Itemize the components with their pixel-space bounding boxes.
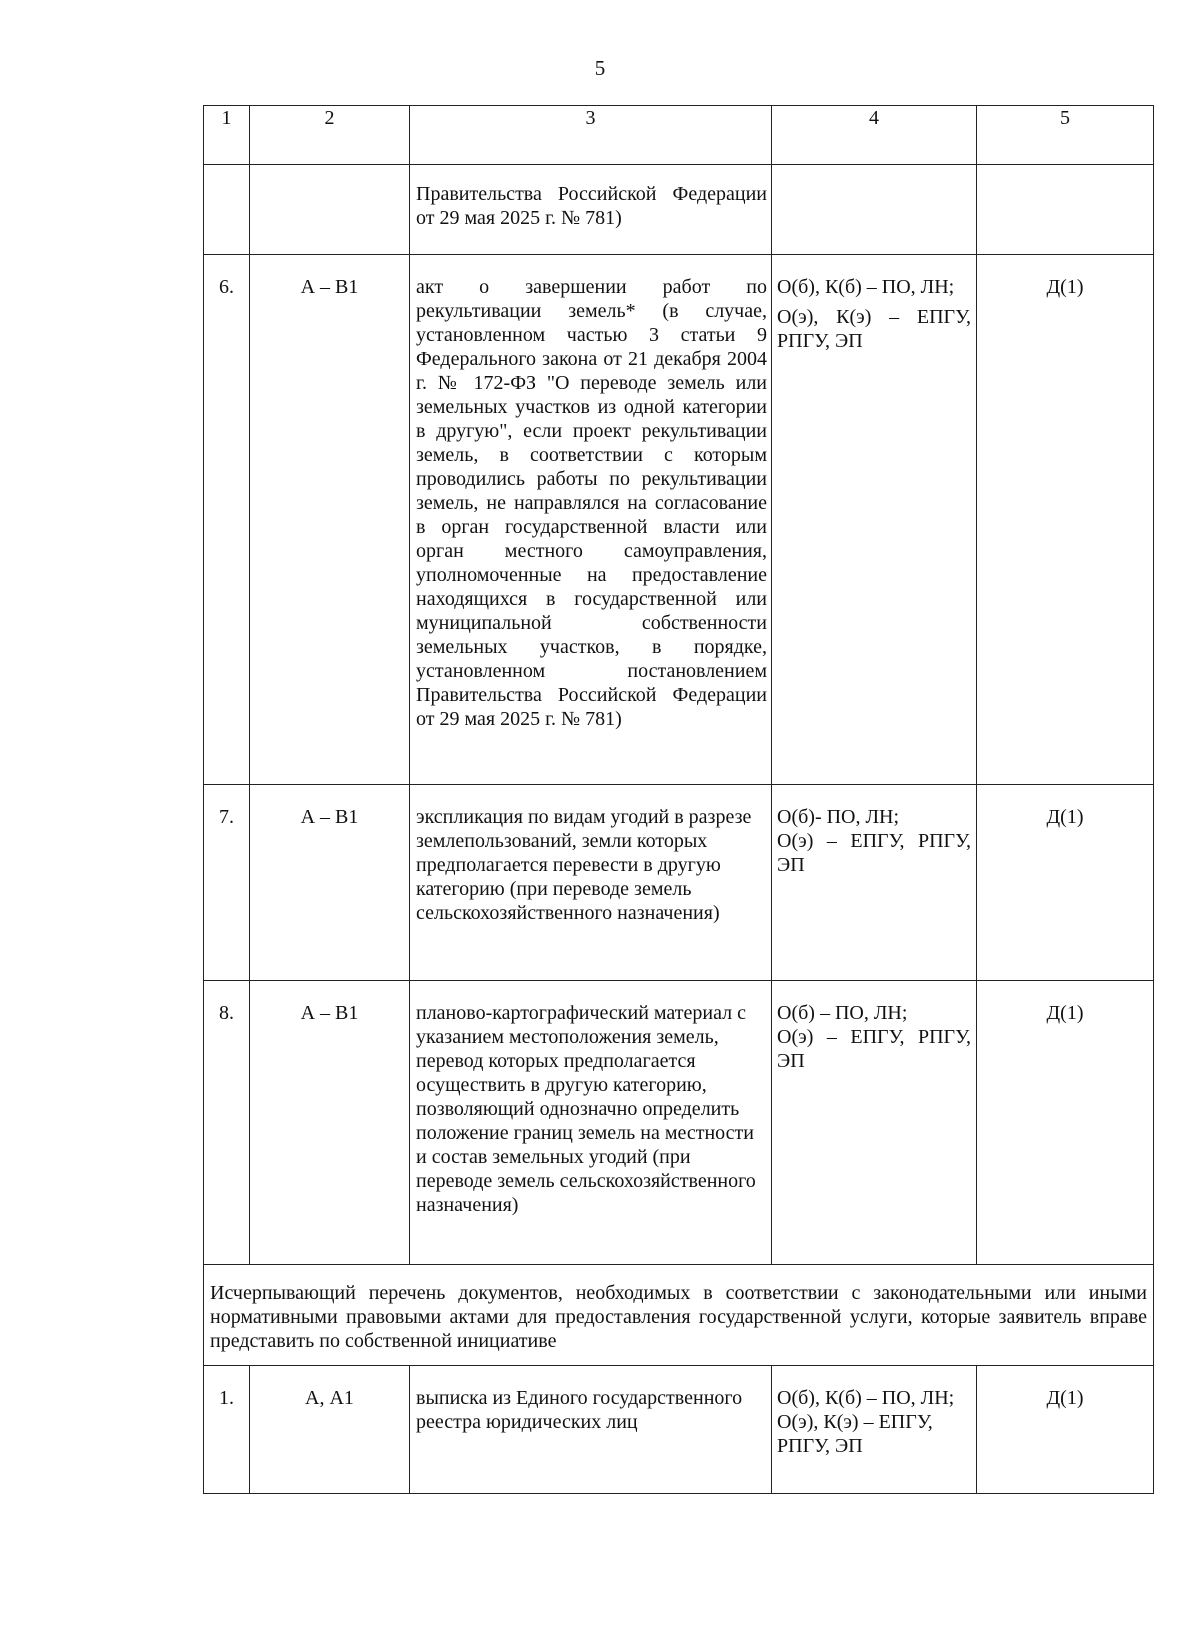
submission-electronic: О(э), К(э) – ЕПГУ, РПГУ, ЭП xyxy=(777,306,971,352)
applicant-cell xyxy=(250,165,410,255)
row-number-cell: 1. xyxy=(204,1366,250,1494)
table-row-continuation xyxy=(204,165,1154,255)
table-row xyxy=(204,785,1154,981)
document-cell: экспликация по видам угодий в разрезе землепользований, земли которых предполагается перевести в другую категорию (при переводе земель сельскохозяйственного назначения) xyxy=(410,785,772,981)
table-header-row xyxy=(204,106,1154,165)
submission-cell xyxy=(772,1366,977,1494)
header-cell-2: 2 xyxy=(250,106,410,165)
row-number-cell: 7. xyxy=(204,785,250,981)
table-row xyxy=(204,255,1154,785)
submission-paper: О(б)- ПО, ЛН; xyxy=(777,806,900,828)
submission-electronic: О(э), К(э) – ЕПГУ, РПГУ, ЭП xyxy=(777,1411,933,1457)
document-type-cell: Д(1) xyxy=(977,785,1154,981)
submission-cell xyxy=(772,981,977,1265)
submission-electronic: О(э) – ЕПГУ, РПГУ, ЭП xyxy=(777,1026,971,1072)
submission-cell xyxy=(772,785,977,981)
section-heading: Исчерпывающий перечень документов, необходимых в соответствии с законодательными или иными нормативными правовыми актами для предоставления государственной услуги, которые заявитель вправе представить по собственной инициативе xyxy=(204,1265,1154,1366)
header-cell-3: 3 xyxy=(410,106,772,165)
applicant-cell: А – В1 xyxy=(250,981,410,1265)
submission-electronic: О(э) – ЕПГУ, РПГУ, ЭП xyxy=(777,830,971,876)
document-cell: выписка из Единого государственного реестра юридических лиц xyxy=(410,1366,772,1494)
applicant-cell: А – В1 xyxy=(250,785,410,981)
document-cell: планово-картографический материал с указанием местоположения земель, перевод которых предполагается осуществить в другую категорию, позволяющий однозначно определить положение границ земель на местности и состав земельных угодий (при переводе земель сельскохозяйственного назначения) xyxy=(410,981,772,1265)
section-heading-row xyxy=(204,1265,1154,1366)
row-number-cell xyxy=(204,165,250,255)
header-cell-5: 5 xyxy=(977,106,1154,165)
applicant-cell: А – В1 xyxy=(250,255,410,785)
document-cell: Правительства Российской Федерации от 29 мая 2025 г. № 781) xyxy=(410,165,772,255)
applicant-cell: А, А1 xyxy=(250,1366,410,1494)
documents-table xyxy=(203,105,1154,1494)
submission-cell xyxy=(772,255,977,785)
submission-paper: О(б), К(б) – ПО, ЛН; xyxy=(777,1387,955,1409)
document-type-cell: Д(1) xyxy=(977,255,1154,785)
table-row xyxy=(204,981,1154,1265)
header-cell-1: 1 xyxy=(204,106,250,165)
page-number: 5 xyxy=(594,56,606,80)
submission-paper: О(б) – ПО, ЛН; xyxy=(777,1002,908,1024)
submission-cell xyxy=(772,165,977,255)
row-number-cell: 8. xyxy=(204,981,250,1265)
header-cell-4: 4 xyxy=(772,106,977,165)
row-number-cell: 6. xyxy=(204,255,250,785)
document-type-cell: Д(1) xyxy=(977,1366,1154,1494)
table-row xyxy=(204,1366,1154,1494)
document-cell: акт о завершении работ по рекультивации земель* (в случае, установленном частью 3 статьи 9 Федерального закона от 21 декабря 2004 г. № 172-ФЗ "О переводе земель или земельных участков из одной категории в другую", если проект рекультивации земель, в соответствии с которым проводились работы по рекультивации земель, не направлялся на согласование в орган государственной власти или орган местного самоуправления, уполномоченные на предоставление находящихся в государственной или муниципальной собственности земельных участков, в порядке, установленном постановлением Правительства Российской Федерации от 29 мая 2025 г. № 781) xyxy=(410,255,772,785)
document-type-cell xyxy=(977,165,1154,255)
document-type-cell: Д(1) xyxy=(977,981,1154,1265)
submission-paper: О(б), К(б) – ПО, ЛН; xyxy=(777,276,955,298)
